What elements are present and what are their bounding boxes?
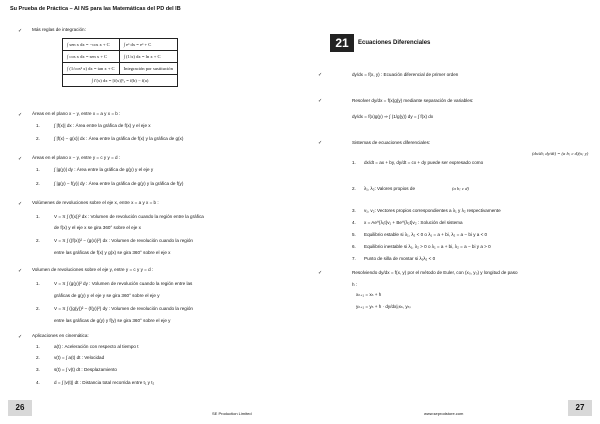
- list-num: 5.: [352, 232, 356, 237]
- chapter-number: 21: [330, 34, 354, 52]
- page-number: 26: [8, 400, 32, 416]
- list-item: Equilibrio estable si λ₁, λ₂ < 0 o λ₁ = a + bi, λ₂ = a − bi y a < 0: [364, 232, 488, 237]
- list-item: ∫ |f(x)| dx : Área entre la gráfica de f(x) y el eje x: [54, 123, 151, 128]
- list-num: 1.: [36, 281, 40, 286]
- check-icon: ✓: [18, 334, 23, 340]
- footer-text: SE Production Limited: [212, 411, 252, 416]
- list-item: ∫ |g(y)| dy : Área entre la gráfica de g(y) y el eje y: [54, 167, 154, 172]
- list-num: 2.: [36, 181, 40, 186]
- list-num: 1.: [36, 167, 40, 172]
- integral-cell: ∫ (1/x) dx = ln x + C: [119, 51, 177, 63]
- matrix: (a b; c d): [452, 186, 469, 191]
- list-num: 3.: [36, 367, 40, 372]
- list-num: 2.: [36, 238, 40, 243]
- chapter-title: Ecuaciones Diferenciales: [358, 40, 431, 46]
- list-num: 1.: [352, 160, 356, 165]
- list-num: 2.: [36, 136, 40, 141]
- check-icon: ✓: [318, 72, 323, 78]
- check-icon: ✓: [318, 140, 323, 146]
- list-item: Punto de silla de montar si λ₁λ₂ < 0: [364, 256, 436, 261]
- footer-text: www.seprodstore.com: [424, 411, 464, 416]
- list-item: h :: [352, 282, 358, 287]
- integral-cell: Integración por sustitución: [119, 63, 177, 75]
- list-item: dx/dt = ax + by, dy/dt = cx + dy puede ser expresado como: [364, 160, 484, 165]
- euler-formula: xₙ₊₁ = xₙ + h: [356, 292, 382, 297]
- section-title: Sistemas de ecuaciones diferenciales:: [352, 140, 431, 145]
- list-item: entre las gráficas de f(x) y g(x) se gira 360° sobre el eje x: [54, 250, 171, 255]
- list-item: V = π ∫ (g(y))² dy : Volumen de revolución cuando la región entre las: [54, 281, 193, 286]
- section-title: Aplicaciones en cinemática:: [32, 333, 89, 338]
- list-item: Equilibrio inestable si λ₁, λ₂ > 0 o λ₁ = a + bi, λ₂ = a − bi y a > 0: [364, 244, 491, 249]
- section-title: Áreas en el plano x − y, entre y = c y y = d :: [32, 155, 121, 160]
- matrix-equation: (dx/dt; dy/dt) = (a b; c d)(x; y): [532, 151, 589, 156]
- list-item: V = π ∫ ((g(y))² − (f(y))²) dy : Volumen de revolución cuando la región: [54, 306, 193, 311]
- list-item: v₁, v₂: Vectores propios correspondientes a λ₁ y λ₂ respectivamente: [364, 208, 501, 213]
- check-icon: ✓: [18, 112, 23, 118]
- list-item: entre las gráficas de g(y) y f(y) se gira 360° sobre el eje y: [54, 318, 171, 323]
- check-icon: ✓: [318, 98, 323, 104]
- section-title: Volumen de revoluciones sobre el eje y, entre y = c y y = d :: [32, 267, 154, 272]
- list-item: Resolviendo dy/dx = f(x, y) por el método de Euler, con (x₀, y₀) y longitud de paso: [352, 270, 518, 275]
- list-item: s(t) = ∫ v(t) dt : Desplazamiento: [54, 367, 117, 372]
- list-item: d = ∫ |v(t)| dt : Distancia total recorrida entre t₁ y t₂: [54, 380, 155, 385]
- list-item: gráficas de g(y) y el eje y se gira 360° sobre el eje y: [54, 293, 160, 298]
- list-num: 3.: [352, 208, 356, 213]
- right-page: [300, 0, 600, 424]
- list-item: a(t) : Aceleración con respecto al tiempo t: [54, 344, 139, 349]
- integral-cell: ∫ cos x dx = sen x + C: [63, 51, 120, 63]
- list-num: 1.: [36, 214, 40, 219]
- integral-cell: ∫ (1/cos² x) dx = tan x + C: [63, 63, 120, 75]
- list-item: dy/dx = f(x)g(y) ⇒ ∫ (1/g(y)) dy = ∫ f(x) dx: [352, 114, 434, 119]
- check-icon: ✓: [18, 201, 23, 207]
- list-item: x = Ae^{λ₁t}v₁ + Be^{λ₂t}v₂ : Solución del sistema: [364, 220, 463, 225]
- euler-formula: yₙ₊₁ = yₙ + h · dy/dx|₍xₙ, yₙ₎: [356, 304, 411, 309]
- integral-table: [62, 38, 178, 87]
- check-icon: ✓: [318, 270, 323, 276]
- section-title: Más reglas de integración:: [32, 27, 86, 32]
- list-item: V = π ∫ ((f(x))² − (g(x))²) dx : Volumen de revolución cuando la región: [54, 238, 193, 243]
- check-icon: ✓: [18, 28, 23, 34]
- integral-cell: ∫ eˣ dx = eˣ + C: [119, 39, 177, 51]
- list-item: λ₁, λ₂: Valores propios de: [364, 186, 415, 191]
- list-num: 1.: [36, 123, 40, 128]
- list-num: 4.: [352, 220, 356, 225]
- list-item: dy/dx = f(x, y) : Ecuación diferencial de primer orden: [352, 72, 459, 77]
- check-icon: ✓: [18, 268, 23, 274]
- section-title: Volúmenes de revoluciones sobre el eje x, entre x = a y x = b :: [32, 200, 159, 205]
- section-title: Áreas en el plano x − y, entre x = a y x = b :: [32, 111, 121, 116]
- list-item: V = π ∫ (f(x))² dx : Volumen de revolución cuando la región entre la gráfica: [54, 214, 204, 219]
- list-num: 2.: [352, 186, 356, 191]
- list-item: Resolver dy/dx = f(x)g(y) mediante separación de variables:: [352, 98, 474, 103]
- page-header: Su Prueba de Práctica – AI NS para las Matemáticas del PD del IB: [10, 6, 181, 12]
- list-num: 2.: [36, 355, 40, 360]
- list-num: 2.: [36, 306, 40, 311]
- check-icon: ✓: [18, 156, 23, 162]
- list-num: 7.: [352, 256, 356, 261]
- integral-cell: ∫ f′(x) dx = [f(x)]ᵇₐ = f(b) − f(a): [63, 75, 178, 87]
- list-num: 4.: [36, 380, 40, 385]
- list-item: ∫ |f(x) − g(x)| dx : Área entre la gráfica de f(x) y la gráfica de g(x): [54, 136, 184, 141]
- list-num: 1.: [36, 344, 40, 349]
- list-item: v(t) = ∫ a(t) dt : Velocidad: [54, 355, 105, 360]
- list-item: ∫ |g(y) − f(y)| dy : Área entre la gráfica de g(y) y la gráfica de f(y): [54, 181, 184, 186]
- list-num: 6.: [352, 244, 356, 249]
- integral-cell: ∫ sen x dx = −cos x + C: [63, 39, 120, 51]
- page-number: 27: [568, 400, 592, 416]
- list-item: de f(x) y el eje x se gira 360° sobre el eje x: [54, 225, 141, 230]
